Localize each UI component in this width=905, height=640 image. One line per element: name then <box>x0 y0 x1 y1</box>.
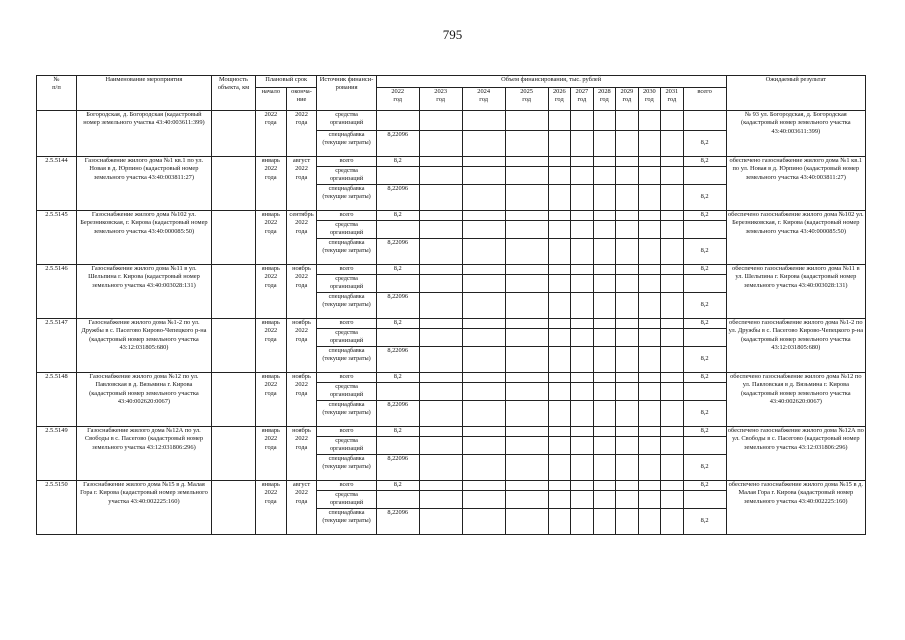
total-all-value: 8,2 <box>683 427 726 437</box>
header-year: 2024 год <box>462 88 505 111</box>
header-start: начало <box>255 88 286 111</box>
table-body <box>37 111 866 157</box>
spec-2022-value: 8,22096 <box>376 401 419 427</box>
source-total: всего <box>317 373 376 383</box>
row-name: Газоснабжение жилого дома №15 в д. Малая Гора г. Кирова (кадастровый номер земельного участка 43:40:002225:160) <box>76 481 211 535</box>
row-result: обеспечено газоснабжение жилого дома №12 по ул. Павловская в д. Вязьмина г. Кирова (кадастровый номер земельного участка 43:40:002620:0067) <box>726 373 865 427</box>
spec-total-value: 8,2 <box>683 239 726 265</box>
row-start: январь 2022 года <box>255 157 286 211</box>
header-result: Ожидаемый результат <box>726 76 865 111</box>
spec-2022-value: 8,22096 <box>376 293 419 319</box>
header-period: Плановый срок <box>255 76 316 88</box>
source-org: средства организаций <box>317 111 376 131</box>
header-year: 2025 год <box>505 88 548 111</box>
row-name: Богородская, д. Богородская (кадастровый номер земельного участка 43:40:003611:399) <box>76 111 211 157</box>
row-name: Газоснабжение жилого дома №12 по ул. Павловская в д. Вязьмина г. Кирова (кадастровый номер земельного участка 43:40:002620:0067) <box>76 373 211 427</box>
row-result: № 93 ул. Богородская, д. Богородская (кадастровый номер земельного участка 43:40:003611:399) <box>726 111 865 157</box>
source-total: всего <box>317 211 376 221</box>
row-result: обеспечено газоснабжение жилого дома №1 кв.1 по ул. Новая в д. Юрпино (кадастровый номер земельного участка 43:40:003811:27) <box>726 157 865 211</box>
row-capacity <box>211 157 255 211</box>
row-end: сентябрь 2022 года <box>286 211 317 265</box>
source-org: средства организаций <box>317 221 376 239</box>
row-capacity <box>211 211 255 265</box>
row-name: Газоснабжение жилого дома №102 ул. Березниковская, г. Кирова (кадастровый номер земельного участка 43:40:000085:50) <box>76 211 211 265</box>
spec-2022-value: 8,22096 <box>376 185 419 211</box>
row-start: январь 2022 года <box>255 481 286 535</box>
row-capacity <box>211 373 255 427</box>
row-code: 2.5.5144 <box>37 157 77 211</box>
header-year: 2027 год <box>571 88 594 111</box>
spec-2022-value: 8,22096 <box>376 239 419 265</box>
row-result: обеспечено газоснабжение жилого дома №12А по ул. Свободы в с. Пасегово (кадастровый номер земельного участка 43:12:031806:296) <box>726 427 865 481</box>
header-capacity: Мощность объекта, км <box>211 76 255 111</box>
row-result: обеспечено газоснабжение жилого дома №1-2 по ул. Дружбы в с. Пасегово Кирово-Чепецкого р-на (кадастровый номер земельного участка 43:12:031805:680) <box>726 319 865 373</box>
source-org: средства организаций <box>317 437 376 455</box>
source-total: всего <box>317 157 376 167</box>
spec-total-value: 8,2 <box>683 455 726 481</box>
financing-table <box>36 75 866 535</box>
row-end: ноябрь 2022 года <box>286 319 317 373</box>
row-name: Газоснабжение жилого дома №1 кв.1 по ул. Новая в д. Юрпино (кадастровый номер земельного участка 43:40:003811:27) <box>76 157 211 211</box>
row-code: 2.5.5146 <box>37 265 77 319</box>
row-end: ноябрь 2022 года <box>286 427 317 481</box>
page-number: 795 <box>442 27 463 42</box>
total-all-value: 8,2 <box>683 157 726 167</box>
row-code <box>37 111 77 157</box>
header-num: № п/п <box>37 76 77 111</box>
spec-2022-value: 8,22096 <box>376 509 419 535</box>
header-year: 2029 год <box>616 88 639 111</box>
row-code: 2.5.5150 <box>37 481 77 535</box>
row-code: 2.5.5149 <box>37 427 77 481</box>
row-code: 2.5.5147 <box>37 319 77 373</box>
source-org: средства организаций <box>317 275 376 293</box>
header-source: Источник финанси- рования <box>317 76 376 111</box>
spec-total-value: 8,2 <box>683 185 726 211</box>
source-org: средства организаций <box>317 383 376 401</box>
source-spec: спецнадбавка (текущие затраты) <box>317 239 376 265</box>
row-name: Газоснабжение жилого дома №1-2 по ул. Дружбы в с. Пасегово Кирово-Чепецкого р-на (кадастровый номер земельного участка 43:12:031805:680) <box>76 319 211 373</box>
total-all-value: 8,2 <box>683 211 726 221</box>
source-total: всего <box>317 265 376 275</box>
source-org: средства организаций <box>317 491 376 509</box>
row-capacity <box>211 427 255 481</box>
header-year: 2023 год <box>419 88 462 111</box>
total-2022-value: 8,2 <box>376 481 419 491</box>
row-code: 2.5.5148 <box>37 373 77 427</box>
row-start: январь 2022 года <box>255 211 286 265</box>
spec-2022-value: 8,22096 <box>376 131 419 157</box>
total-all-value: 8,2 <box>683 319 726 329</box>
row-result: обеспечено газоснабжение жилого дома №102 ул. Березниковская, г. Кирова (кадастровый номер земельного участка 43:40:000085:50) <box>726 211 865 265</box>
header-year: 2031 год <box>661 88 684 111</box>
header-year: 2026 год <box>548 88 571 111</box>
total-2022-value: 8,2 <box>376 319 419 329</box>
total-2022-value: 8,2 <box>376 427 419 437</box>
row-end: 2022 года <box>286 111 317 157</box>
table-row <box>37 427 866 437</box>
spec-total-value: 8,2 <box>683 347 726 373</box>
source-total: всего <box>317 481 376 491</box>
source-spec: спецнадбавка (текущие затраты) <box>317 185 376 211</box>
row-end: август 2022 года <box>286 157 317 211</box>
total-all-value: 8,2 <box>683 373 726 383</box>
header-name: Наименование мероприятия <box>76 76 211 111</box>
spec-2022-value: 8,22096 <box>376 347 419 373</box>
row-start: январь 2022 года <box>255 265 286 319</box>
row-end: август 2022 года <box>286 481 317 535</box>
row-result: обеспечено газоснабжение жилого дома №15 в д. Малая Гора г. Кирова (кадастровый номер земельного участка 43:40:002225:160) <box>726 481 865 535</box>
row-start: январь 2022 года <box>255 373 286 427</box>
header-volume: Объем финансирования, тыс. рублей <box>376 76 726 88</box>
table-row <box>37 111 866 131</box>
spec-total-value: 8,2 <box>683 509 726 535</box>
source-spec: спецнадбавка (текущие затраты) <box>317 131 376 157</box>
total-all-value: 8,2 <box>683 265 726 275</box>
source-spec: спецнадбавка (текущие затраты) <box>317 293 376 319</box>
row-start: январь 2022 года <box>255 319 286 373</box>
source-org: средства организаций <box>317 167 376 185</box>
row-capacity <box>211 481 255 535</box>
source-spec: спецнадбавка (текущие затраты) <box>317 455 376 481</box>
row-end: ноябрь 2022 года <box>286 265 317 319</box>
row-name: Газоснабжение жилого дома №12А по ул. Свободы в с. Пасегово (кадастровый номер земельного участка 43:12:031806:296) <box>76 427 211 481</box>
header-end: оконча- ние <box>286 88 317 111</box>
row-start: 2022 года <box>255 111 286 157</box>
header-total: всего <box>683 88 726 111</box>
header-year: 2028 год <box>593 88 616 111</box>
total-2022-value: 8,2 <box>376 157 419 167</box>
source-total: всего <box>317 319 376 329</box>
row-code: 2.5.5145 <box>37 211 77 265</box>
project-rows <box>37 157 866 535</box>
row-capacity <box>211 319 255 373</box>
spec-total-value: 8,2 <box>683 131 726 157</box>
table-row <box>37 265 866 275</box>
table-row <box>37 157 866 167</box>
row-end: ноябрь 2022 года <box>286 373 317 427</box>
source-spec: спецнадбавка (текущие затраты) <box>317 401 376 427</box>
row-name: Газоснабжение жилого дома №11 в ул. Шельпина г. Кирова (кадастровый номер земельного участка 43:40:003028:131) <box>76 265 211 319</box>
table-row <box>37 481 866 491</box>
source-total: всего <box>317 427 376 437</box>
row-capacity <box>211 265 255 319</box>
spec-total-value: 8,2 <box>683 293 726 319</box>
total-2022-value: 8,2 <box>376 265 419 275</box>
source-spec: спецнадбавка (текущие затраты) <box>317 509 376 535</box>
total-2022-value: 8,2 <box>376 211 419 221</box>
total-all-value: 8,2 <box>683 481 726 491</box>
header-year: 2030 год <box>638 88 661 111</box>
header-year: 2022 год <box>376 88 419 111</box>
table-row <box>37 373 866 383</box>
table-row <box>37 319 866 329</box>
table-row <box>37 211 866 221</box>
spec-total-value: 8,2 <box>683 401 726 427</box>
source-spec: спецнадбавка (текущие затраты) <box>317 347 376 373</box>
spec-2022-value: 8,22096 <box>376 455 419 481</box>
row-capacity <box>211 111 255 157</box>
row-result: обеспечено газоснабжение жилого дома №11 в ул. Шельпина г. Кирова (кадастровый номер земельного участка 43:40:003028:131) <box>726 265 865 319</box>
total-2022-value: 8,2 <box>376 373 419 383</box>
row-start: январь 2022 года <box>255 427 286 481</box>
source-org: средства организаций <box>317 329 376 347</box>
table-header <box>37 76 866 111</box>
